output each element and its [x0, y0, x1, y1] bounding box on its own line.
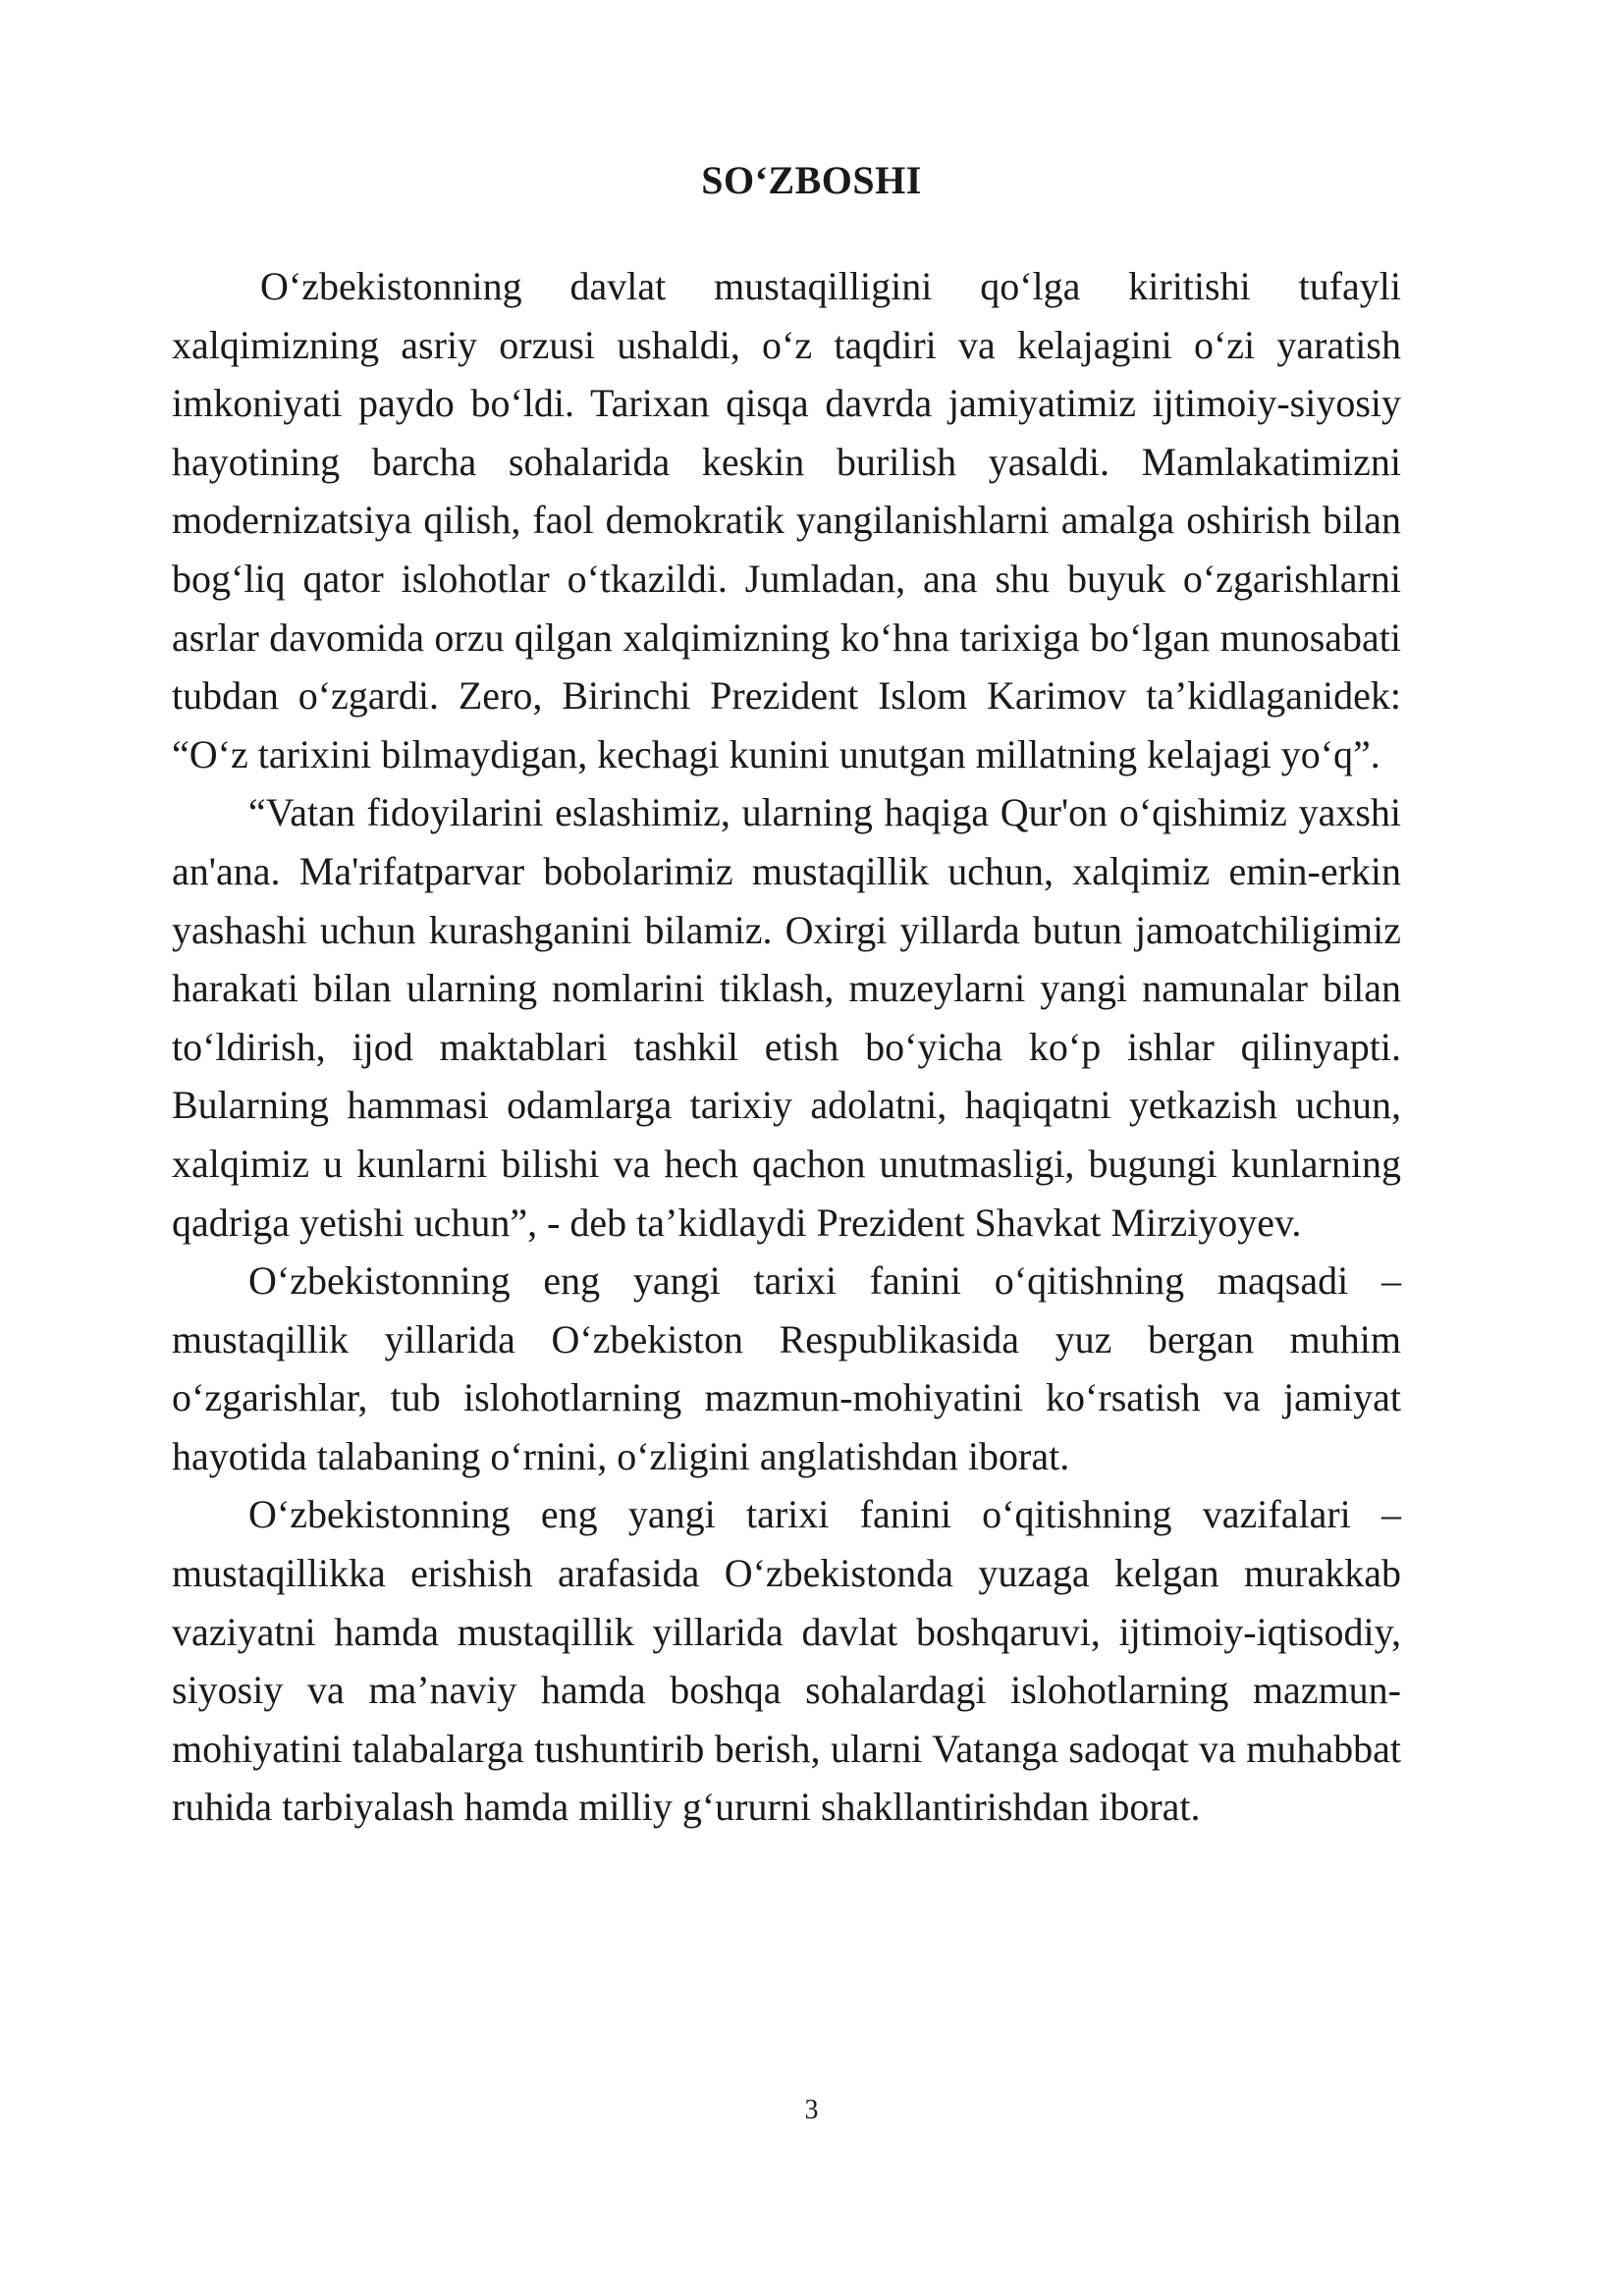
- paragraph-4: O‘zbekistonning eng yangi tarixi fanini o‘qitishning vazifalari – mustaqillikka erishish arafasida O‘zbekistonda yuzaga kelgan murakkab vaziyatni hamda mustaqillik yillarida davlat boshqaruvi, ijtimoiy-iqtisodiy, siyosiy va ma’naviy hamda boshqa sohalardagi islohotlarning mazmun-mohiyatini talabalarga tushuntirib berish, ularni Vatanga sadoqat va muhabbat ruhida tarbiyalash hamda milliy g‘ururni shakllantirishdan iborat.: [172, 1492, 1401, 1830]
- page-number: 3: [804, 2095, 819, 2125]
- paragraph-2: “Vatan fidoyilarini eslashimiz, ularning haqiga Qur'on o‘qishimiz yaxshi an'ana. Ma'rifatparvar bobolarimiz mustaqillik uchun, xalqimiz emin-erkin yashashi uchun kurashganini bilamiz. Oxirgi yillarda butun jamoatchiligimiz harakati bilan ularning nomlarini tiklash, muzeylarni yangi namunalar bilan to‘ldirish, ijod maktablari tashkil etish bo‘yicha ko‘p ishlar qilinyapti. Bularning hammasi odamlarga tarixiy adolatni, haqiqatni yetkazish uchun, xalqimiz u kunlarni bilishi va hech qachon unutmasligi, bugungi kunlarning qadriga yetishi uchun”, - deb ta’kidlaydi Prezident Shavkat Mirziyoyev.: [172, 790, 1401, 1245]
- body-text: [172, 257, 1401, 1837]
- paragraph-1: O‘zbekistonning davlat mustaqilligini qo‘lga kiritishi tufayli xalqimizning asriy orzusi ushaldi, o‘z taqdiri va kelajagini o‘zi yaratish imkoniyati paydo bo‘ldi. Tarixan qisqa davrda jamiyatimiz ijtimoiy-siyosiy hayotining barcha sohalarida keskin burilish yasaldi. Mamlakatimizni modernizatsiya qilish, faol demokratik yangilanishlarni amalga oshirish bilan bog‘liq qator islohotlar o‘tkazildi. Jumladan, ana shu buyuk o‘zgarishlarni asrlar davomida orzu qilgan xalqimizning ko‘hna tarixiga bo‘lgan munosabati tubdan o‘zgardi. Zero, Birinchi Prezident Islom Karimov ta’kidlaganidek: “O‘z tarixini bilmaydigan, kechagi kunini unutgan millatning kelajagi yo‘q”.: [172, 264, 1401, 776]
- paragraph-3: O‘zbekistonning eng yangi tarixi fanini o‘qitishning maqsadi – mustaqillik yillarida O‘zbekiston Respublikasida yuz bergan muhim o‘zgarishlar, tub islohotlarning mazmun-mohiyatini ko‘rsatish va jamiyat hayotida talabaning o‘rnini, o‘zligini anglatishdan iborat.: [172, 1258, 1401, 1478]
- page-title: SO‘ZBOSHI: [701, 158, 922, 202]
